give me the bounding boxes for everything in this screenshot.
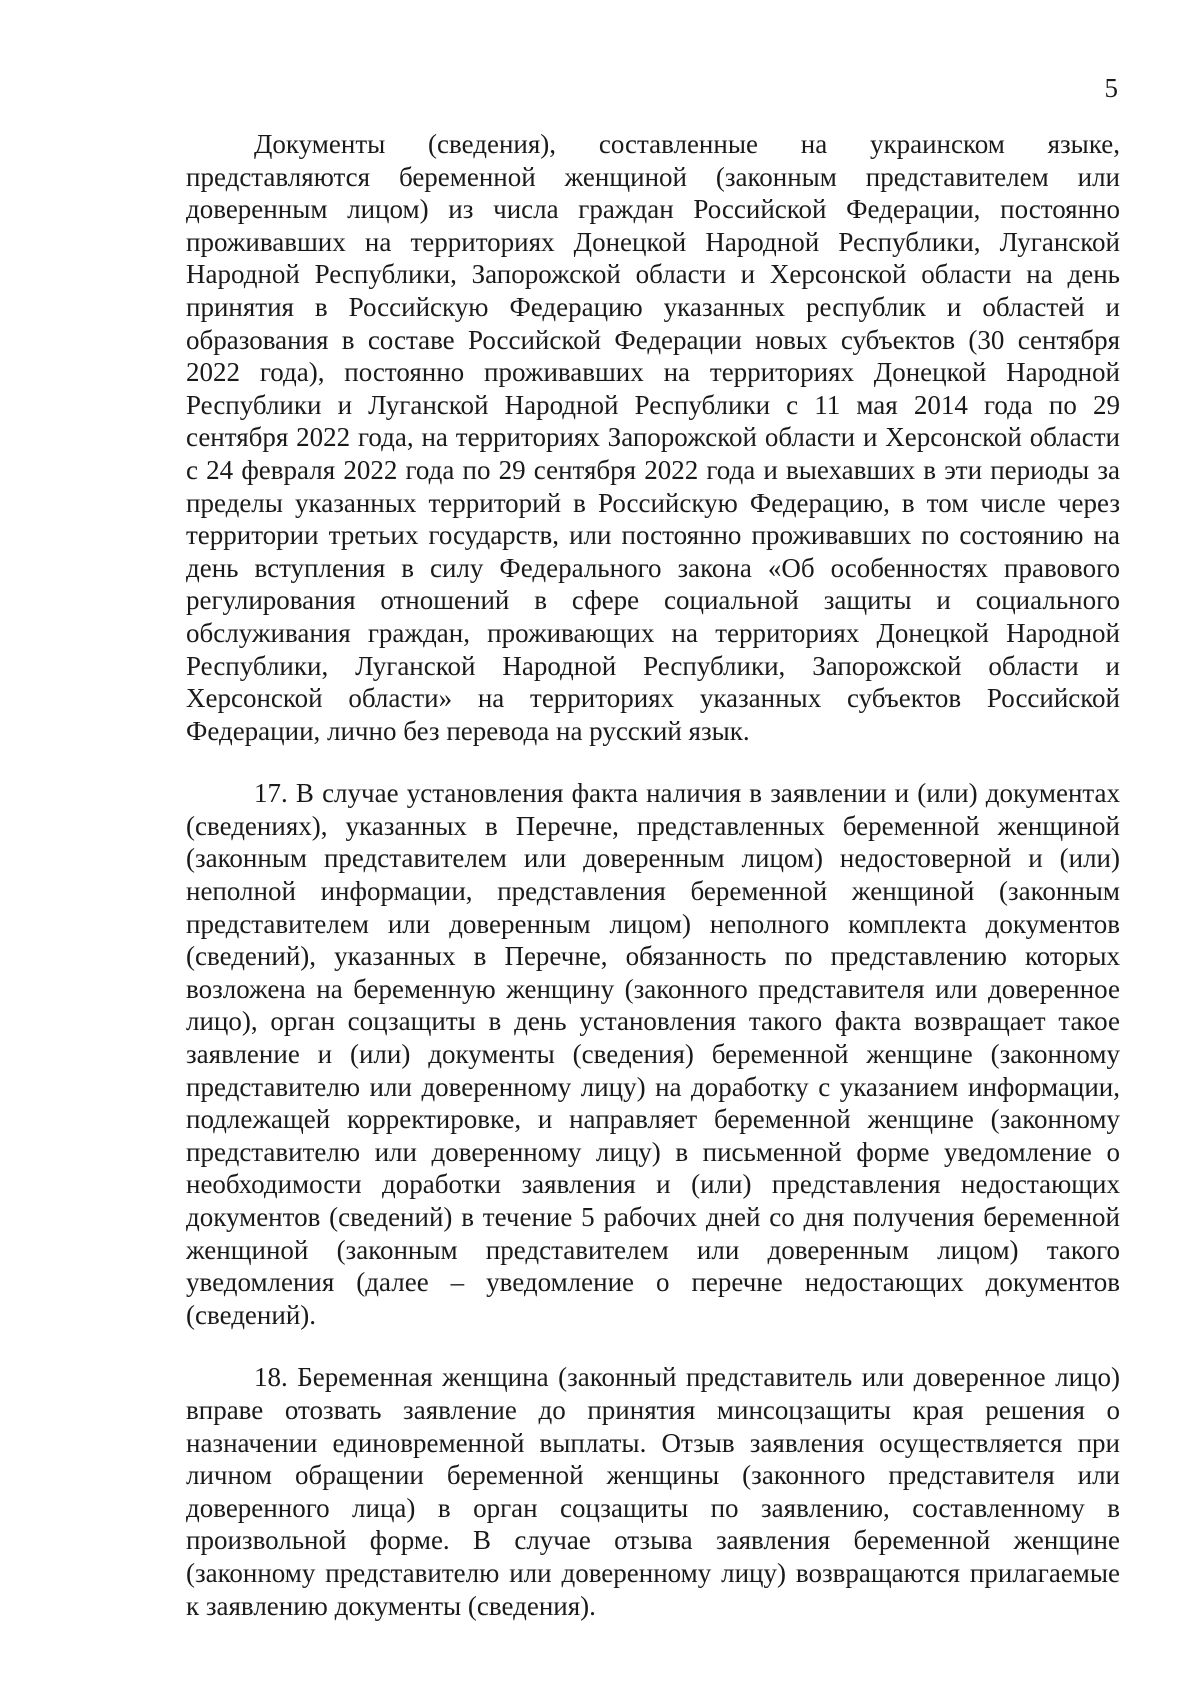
paragraph-18: 18. Беременная женщина (законный представитель или доверенное лицо) вправе отозвать заявление до принятия минсоцзащиты края решения о назначении единовременной выплаты. Отзыв заявления осуществляется при личном обращении беременной женщины (законного представителя или доверенного лица) в орган соцзащиты по заявлению, составленному в произвольной форме. В случае отзыва заявления беременной женщине (законному представителю или доверенному лицу) возвращаются прилагаемые к заявлению документы (сведения).	[186, 1362, 1120, 1621]
paragraph-17: 17. В случае установления факта наличия в заявлении и (или) документах (сведениях), указанных в Перечне, представленных беременной женщиной (законным представителем или доверенным лицом) недостоверной и (или) неполной информации, представления беременной женщиной (законным представителем или доверенным лицом) неполного комплекта документов (сведений), указанных в Перечне, обязанность по представлению которых возложена на беременную женщину (законного представителя или доверенное лицо), орган соцзащиты в день установления такого факта возвращает такое заявление и (или) документы (сведения) беременной женщине (законному представителю или доверенному лицу) на доработку с указанием информации, подлежащей корректировке, и направляет беременной женщине (законному представителю или доверенному лицу) в письменной форме уведомление о необходимости доработки заявления и (или) представления недостающих документов (сведений) в течение 5 рабочих дней со дня получения беременной женщиной (законным представителем или доверенным лицом) такого уведомления (далее – уведомление о перечне недостающих документов (сведений).	[186, 778, 1120, 1330]
paragraph-documents-ukrainian: Документы (сведения), составленные на украинском языке, представляются беременной женщиной (законным представителем или доверенным лицом) из числа граждан Российской Федерации, постоянно проживавших на территориях Донецкой Народной Республики, Луганской Народной Республики, Запорожской области и Херсонской области на день принятия в Российскую Федерацию указанных республик и областей и образования в составе Российской Федерации новых субъектов (30 сентября 2022 года), постоянно проживавших на территориях Донецкой Народной Республики и Луганской Народной Республики с 11 мая 2014 года по 29 сентября 2022 года, на территориях Запорожской области и Херсонской области с 24 февраля 2022 года по 29 сентября 2022 года и выехавших в эти периоды за пределы указанных территорий в Российскую Федерацию, в том числе через территории третьих государств, или постоянно проживавших по состоянию на день вступления в силу Федерального закона «Об особенностях правового регулирования отношений в сфере социальной защиты и социального обслуживания граждан, проживающих на территориях Донецкой Народной Республики, Луганской Народной Республики, Запорожской области и Херсонской области» на территориях указанных субъектов Российской Федерации, лично без перевода на русский язык.	[186, 129, 1120, 746]
document-body	[186, 128, 1120, 1622]
page-number: 5	[1104, 73, 1118, 103]
